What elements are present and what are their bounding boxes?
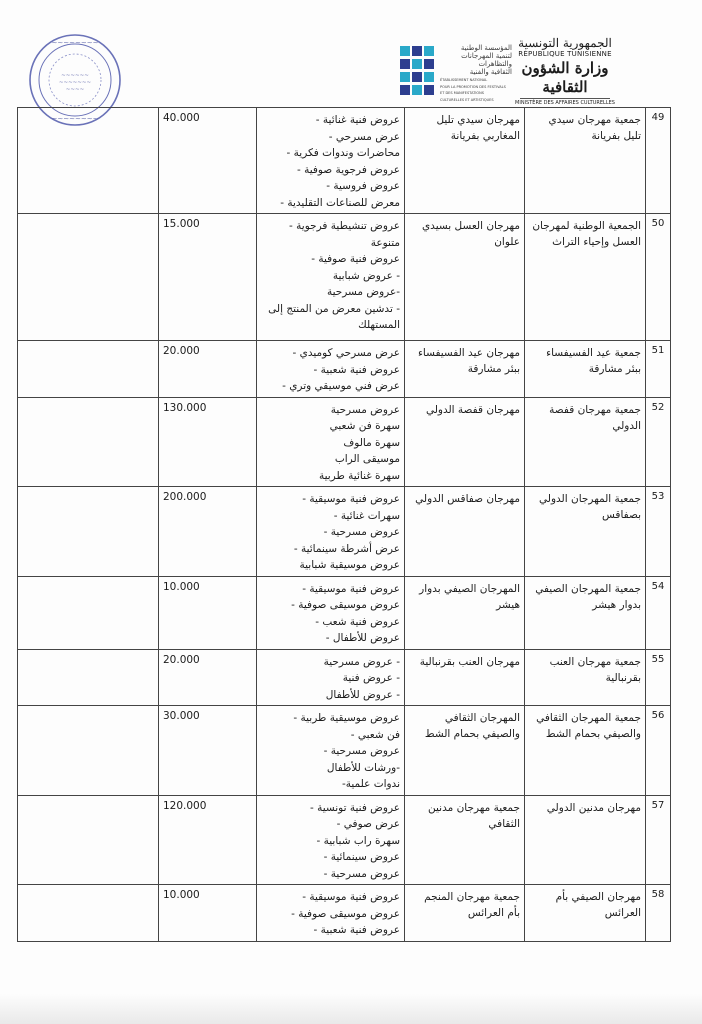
amount-cell: 200.000 <box>159 487 257 577</box>
activity-item: عروض مسرحية - <box>323 526 400 538</box>
empty-cell <box>18 108 159 214</box>
agency-ar-line: المؤسسة الوطنية <box>460 44 512 52</box>
activity-item: عروض مسرحية - <box>323 867 400 880</box>
activity-item: ندوات علمية- <box>341 778 400 790</box>
row-number: 58 <box>646 885 671 942</box>
organization-cell: جمعية عيد الفسيفساء ببئر مشارقة <box>525 341 646 398</box>
activity-item: عروض فرجوية صوفية - <box>296 163 400 176</box>
row-number: 49 <box>646 108 671 214</box>
activity-item: سهرة فن شعبي <box>329 420 400 432</box>
activity-item: سهرة مالوف <box>343 436 400 449</box>
activity-item: معرض للصناعات التقليدية - <box>280 196 400 209</box>
empty-cell <box>18 885 159 942</box>
festival-cell: مهرجان صفاقس الدولي <box>405 487 525 577</box>
table-row <box>18 108 671 214</box>
activity-item: عروض فنية شعبية - <box>313 363 400 376</box>
republic-ar: الجمهورية التونسية <box>518 36 612 50</box>
amount-cell: 30.000 <box>159 706 257 796</box>
activity-item: متنوعة <box>370 236 400 249</box>
amount-cell: 130.000 <box>159 397 257 487</box>
activities-cell <box>257 706 405 796</box>
svg-text:~~~~~~~: ~~~~~~~ <box>58 80 92 86</box>
agency-ar-line: لتنمية المهرجانات <box>461 52 512 60</box>
activity-item: عروض فروسية - <box>326 180 400 192</box>
table-row <box>18 341 671 398</box>
festival-cell: المهرجان الصيفي بدوار هيشر <box>405 576 525 649</box>
amount-cell: 10.000 <box>159 576 257 649</box>
activity-item: عروض مسرحية <box>330 403 400 416</box>
empty-cell <box>18 649 159 706</box>
table-row <box>18 397 671 487</box>
activity-item: عروض فنية شعبية - <box>313 924 400 936</box>
amount-cell: 40.000 <box>159 108 257 214</box>
activity-item: عروض موسيقى صوفية - <box>291 599 400 611</box>
activity-item: سهرة غنائية طربية <box>318 469 400 482</box>
organization-cell: جمعية مهرجان سيدي تليل بفريانة <box>525 108 646 214</box>
empty-cell <box>18 795 159 885</box>
activity-item: عروض فنية صوفية - <box>311 253 400 265</box>
activity-item: سهرة راب شبابية - <box>316 834 400 847</box>
activity-item: فن شعبي - <box>350 728 400 741</box>
empty-cell <box>18 397 159 487</box>
table-row <box>18 885 671 942</box>
row-number: 54 <box>646 576 671 649</box>
activity-item: المستهلك <box>358 319 400 331</box>
festivals-table <box>17 107 671 942</box>
ministry-divider <box>520 98 610 99</box>
activities-cell <box>257 214 405 341</box>
svg-text:~~~~: ~~~~ <box>65 87 85 93</box>
table-row <box>18 649 671 706</box>
activity-item: عروض موسيقية طربية - <box>293 712 400 724</box>
amount-cell: 10.000 <box>159 885 257 942</box>
activity-item: - تدشين معرض من المنتج إلى <box>268 302 400 315</box>
activity-item: عروض تنشيطية فرجوية - <box>289 220 400 232</box>
organization-cell: مهرجان الصيفي بأم العرائس <box>525 885 646 942</box>
activities-cell <box>257 576 405 649</box>
amount-cell: 20.000 <box>159 649 257 706</box>
activity-item: عرض مسرحي كوميدي - <box>292 347 400 359</box>
amount-cell: 15.000 <box>159 214 257 341</box>
agency-ar-line: والتظاهرات <box>478 60 512 68</box>
row-number: 57 <box>646 795 671 885</box>
activity-item: عرض صوفي - <box>336 818 400 830</box>
row-number: 51 <box>646 341 671 398</box>
agency-logo <box>398 44 438 100</box>
organization-cell: جمعية مهرجان العنب بقرنبالية <box>525 649 646 706</box>
agency-name <box>440 44 512 102</box>
activities-cell <box>257 649 405 706</box>
activity-item: عروض فنية غنائية - <box>315 114 400 126</box>
activity-item: عروض للأطفال - <box>325 632 400 644</box>
activity-item: عروض فنية موسيقية - <box>302 582 400 595</box>
row-number: 56 <box>646 706 671 796</box>
svg-text:~~~~~~~~: ~~~~~~~~ <box>51 39 99 47</box>
agency-ar-line: الثقافية والفنية <box>469 68 512 76</box>
organization-cell: جمعية المهرجان الدولي بصفاقس <box>525 487 646 577</box>
svg-text:~~~~~~~~: ~~~~~~~~ <box>51 115 99 123</box>
agency-fr-line: POUR LA PROMOTION DES FESTIVALS <box>440 84 506 89</box>
activity-item: - عروض فنية <box>342 672 400 684</box>
activity-item: عروض سينمائية - <box>323 851 400 863</box>
row-number: 52 <box>646 397 671 487</box>
activity-item: عروض مسرحية - <box>323 745 400 757</box>
activities-cell <box>257 487 405 577</box>
organization-cell: الجمعية الوطنية لمهرجان العسل وإحياء التراث <box>525 214 646 341</box>
festival-cell: جمعية مهرجان المنجم بأم العرائس <box>405 885 525 942</box>
empty-cell <box>18 706 159 796</box>
activity-item: موسيقى الراب <box>334 453 400 465</box>
empty-cell <box>18 214 159 341</box>
organization-cell: جمعية المهرجان الصيفي بدوار هيشر <box>525 576 646 649</box>
organization-cell: مهرجان مدنين الدولي <box>525 795 646 885</box>
amount-cell: 120.000 <box>159 795 257 885</box>
republic-fr: RÉPUBLIQUE TUNISIENNE <box>518 50 612 58</box>
festival-cell: مهرجان قفصة الدولي <box>405 397 525 487</box>
agency-fr-line: ET DES MANIFESTATIONS <box>440 91 484 95</box>
organization-cell: جمعية المهرجان الثقافي والصيفي بحمام الشط <box>525 706 646 796</box>
activity-item: عروض فنية موسيقية - <box>302 493 400 505</box>
festival-cell: مهرجان العنب بقرنبالية <box>405 649 525 706</box>
empty-cell <box>18 487 159 577</box>
activity-item: عرض فني موسيقي وتري - <box>282 380 400 392</box>
activity-item: - عروض للأطفال <box>325 688 400 701</box>
festival-cell: جمعية مهرجان مدنين الثقافي <box>405 795 525 885</box>
activity-item: عروض موسيقية شبابية <box>299 559 400 571</box>
activity-item: - عروض مسرحية <box>323 655 400 668</box>
ministry-header <box>515 36 615 107</box>
activity-item: - عروض شبابية <box>332 269 400 282</box>
table-row <box>18 214 671 341</box>
table-row <box>18 576 671 649</box>
organization-cell: جمعية مهرجان قفصة الدولي <box>525 397 646 487</box>
festival-cell: المهرجان الثقافي والصيفي بحمام الشط <box>405 706 525 796</box>
row-number: 53 <box>646 487 671 577</box>
activity-item: عروض فنية شعب - <box>315 615 400 628</box>
activity-item: -ورشات للأطفال <box>326 761 400 774</box>
activities-cell <box>257 885 405 942</box>
agency-fr-line: ÉTABLISSEMENT NATIONAL <box>440 78 488 82</box>
festival-cell: مهرجان عيد الفسيفساء ببئر مشارقة <box>405 341 525 398</box>
activity-item: عرض مسرحي - <box>328 130 400 143</box>
agency-fr-line: CULTURELLES ET ARTISTIQUES <box>440 97 494 102</box>
ministry-fr: MINISTÈRE DES AFFAIRES CULTURELLES <box>515 100 615 106</box>
activity-item: عروض فنية موسيقية - <box>302 891 400 903</box>
amount-cell: 20.000 <box>159 341 257 398</box>
row-number: 55 <box>646 649 671 706</box>
activity-item: سهرات غنائية - <box>333 509 400 522</box>
festival-cell: مهرجان العسل بسيدي علوان <box>405 214 525 341</box>
activities-cell <box>257 397 405 487</box>
empty-cell <box>18 341 159 398</box>
table-row <box>18 706 671 796</box>
page-bottom-edge <box>0 994 702 1024</box>
festival-cell: مهرجان سيدي تليل المغاربي بفريانة <box>405 108 525 214</box>
row-number: 50 <box>646 214 671 341</box>
activity-item: عروض فنية تونسية - <box>309 801 400 814</box>
activity-item: عرض أشرطة سينمائية - <box>293 542 400 555</box>
activity-item: -عروض مسرحية <box>326 286 400 298</box>
activities-cell <box>257 341 405 398</box>
svg-text:~~~~~~: ~~~~~~ <box>61 73 89 79</box>
activities-cell <box>257 108 405 214</box>
empty-cell <box>18 576 159 649</box>
activities-cell <box>257 795 405 885</box>
activity-item: عروض موسيقى صوفية - <box>291 907 400 920</box>
activity-item: محاضرات وندوات فكرية - <box>286 147 400 159</box>
table-row <box>18 487 671 577</box>
ministry-ar: وزارة الشؤون الثقافية <box>521 59 609 96</box>
table-row <box>18 795 671 885</box>
